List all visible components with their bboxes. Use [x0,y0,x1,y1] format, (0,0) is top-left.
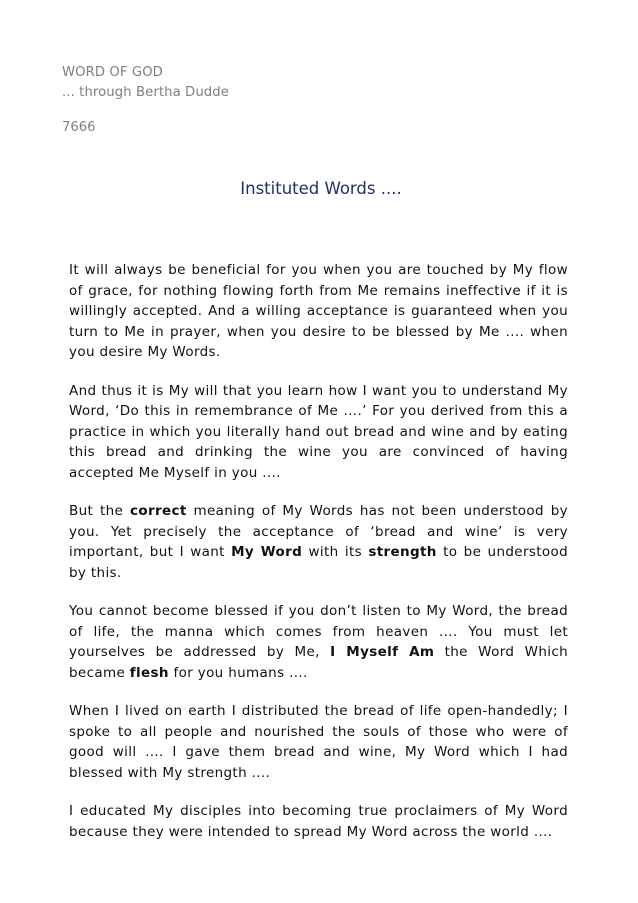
author-line: ... through Bertha Dudde [62,85,229,100]
emphasis-text: I Myself Am [330,644,435,661]
emphasis-text: correct [129,503,187,520]
message-title-text: Instituted Words .... [240,179,402,198]
paragraph-text: to be understood by this. [69,544,569,581]
paragraph-text: meaning of My Words has not been understood by you. Yet precisely the acceptance of ‘bread and wine’ is very important, but I want [69,503,568,561]
paragraph-text: It will always be beneficial for you when you are touched by My flow of grace, for nothing flowing forth from Me remains ineffective if it is willingly accepted. And a willing acceptance is guaranteed when you turn to Me in prayer, when you desire to be blessed by Me .... when you desire My Words. [69,262,568,361]
paragraph [69,260,568,363]
paragraph-text: And thus it is My will that you learn how I want you to understand My Word, ‘Do this in remembrance of Me ....’ For you derived from this a practice in which you literally hand out bread and wine and by eating this bread and drinking the wine you are convinced of having accepted Me Myself in you .... [69,382,568,481]
document-number: 7666 [62,120,96,135]
emphasis-text: flesh [129,664,169,681]
paragraph-text: the Word Which became [69,644,569,681]
emphasis-text: strength [368,544,437,561]
paragraph-text: You cannot become blessed if you don’t listen to My Word, the bread of life, the manna which comes from heaven .... You must let yourselves be addressed by Me, [69,603,568,661]
series-title: WORD OF GOD [62,65,163,80]
document-header [62,63,229,103]
paragraph-text: with its [302,544,369,561]
paragraph [69,501,568,583]
paragraph-text: for you humans .... [168,664,308,681]
message-title [0,178,638,200]
paragraph [69,801,568,842]
paragraph-text: But the [69,503,130,520]
paragraph-text: When I lived on earth I distributed the bread of life open-handedly; I spoke to all people and nourished the souls of those who were of good will .... I gave them bread and wine, My Word which I had blessed with My strength .... [69,703,568,781]
paragraph [69,701,568,783]
message-body [69,260,568,860]
paragraph [69,381,568,484]
paragraph-text: I educated My disciples into becoming true proclaimers of My Word because they were intended to spread My Word across the world .... [69,803,568,840]
paragraph [69,601,568,683]
emphasis-text: My Word [231,544,303,561]
